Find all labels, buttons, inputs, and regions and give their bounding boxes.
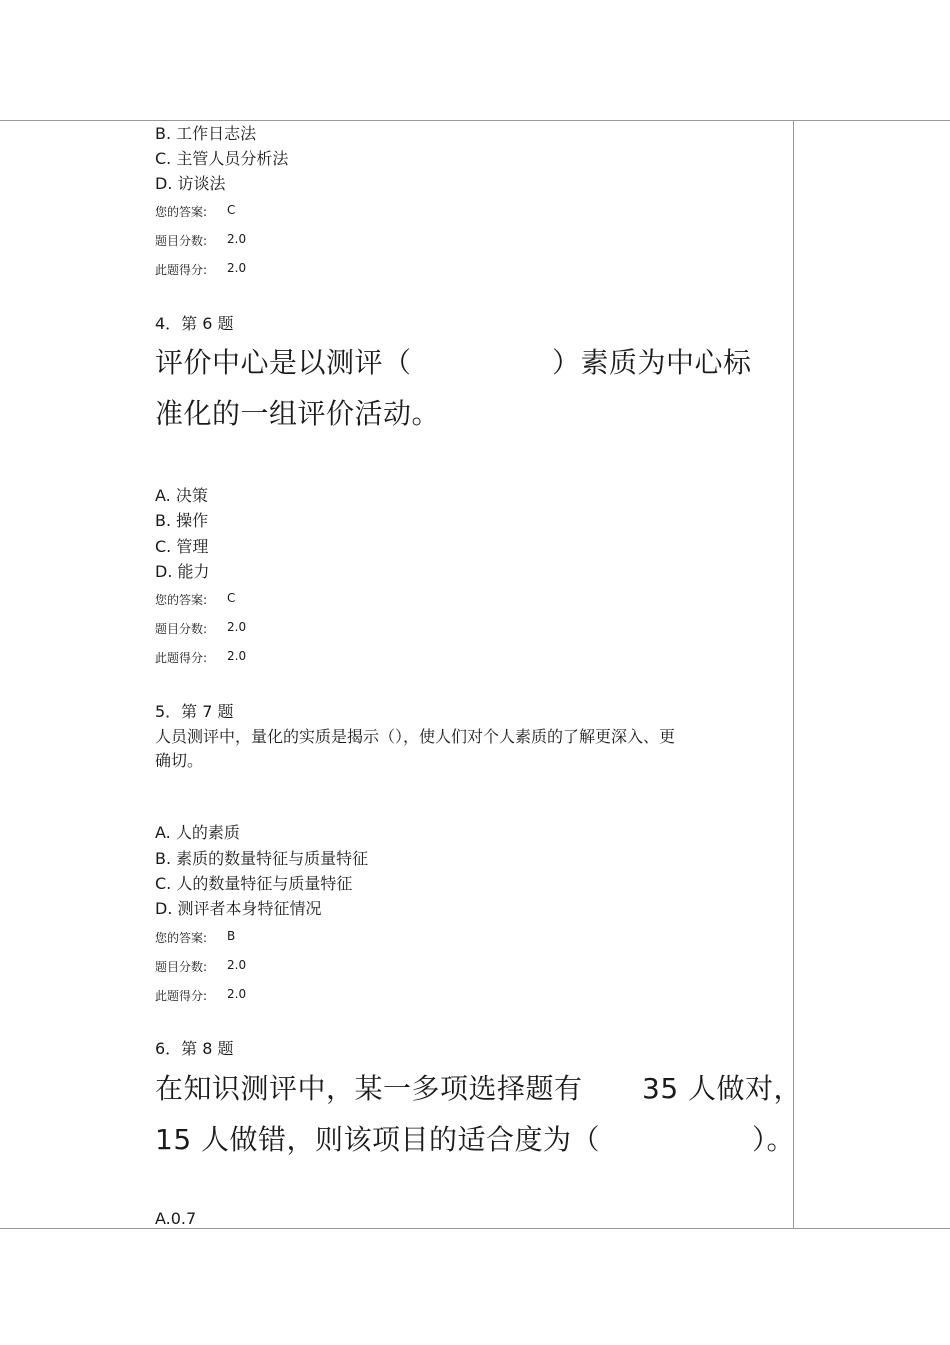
your-answer-value: B xyxy=(227,929,236,943)
question-stem-line2-cont: ）。 xyxy=(752,1123,796,1156)
question-score-row xyxy=(155,958,247,975)
question-stem-line2: 确切。 xyxy=(155,751,204,770)
option-c: C. 人的数量特征与质量特征 xyxy=(155,874,353,893)
option-d: D. 访谈法 xyxy=(155,174,226,193)
option-a: A. 人的素质 xyxy=(155,823,240,842)
question-stem-line1: 评价中心是以测评（ xyxy=(155,346,412,379)
top-rule xyxy=(0,120,950,121)
score-earned-value: 2.0 xyxy=(227,987,247,1001)
question-header: 5．第 7 题 xyxy=(155,702,234,721)
score-earned-value: 2.0 xyxy=(227,649,247,663)
option-b: B. 素质的数量特征与质量特征 xyxy=(155,849,369,868)
score-earned-label: 此题得分: xyxy=(155,989,208,1003)
option-b: B. 工作日志法 xyxy=(155,124,257,143)
question-header: 6．第 8 题 xyxy=(155,1039,234,1058)
question-score-label: 题目分数: xyxy=(155,234,208,248)
question-stem-line2: 15 人做错，则该项目的适合度为（ xyxy=(155,1123,601,1156)
score-earned-row xyxy=(155,649,247,666)
question-score-value: 2.0 xyxy=(227,958,247,972)
question-score-value: 2.0 xyxy=(227,232,247,246)
your-answer-row xyxy=(155,929,236,946)
score-earned-label: 此题得分: xyxy=(155,651,208,665)
score-earned-label: 此题得分: xyxy=(155,263,208,277)
question-score-row xyxy=(155,620,247,637)
your-answer-value: C xyxy=(227,203,236,217)
question-score-label: 题目分数: xyxy=(155,622,208,636)
question-score-label: 题目分数: xyxy=(155,960,208,974)
question-stem-line1-cont: 35 人做对， xyxy=(642,1072,803,1105)
score-earned-row xyxy=(155,261,247,278)
question-stem-line1-cont: ）素质为中心标 xyxy=(552,346,752,379)
score-earned-value: 2.0 xyxy=(227,261,247,275)
option-d: D. 测评者本身特征情况 xyxy=(155,899,322,918)
question-stem-line1: 人员测评中，量化的实质是揭示（），使人们对个人素质的了解更深入、更 xyxy=(155,727,676,746)
option-c: C. 管理 xyxy=(155,537,209,556)
your-answer-label: 您的答案: xyxy=(155,593,208,607)
score-earned-row xyxy=(155,987,247,1004)
bottom-rule xyxy=(0,1228,950,1229)
question-stem-line1: 在知识测评中，某一多项选择题有 xyxy=(155,1072,583,1105)
question-score-value: 2.0 xyxy=(227,620,247,634)
right-column-rule xyxy=(793,120,794,1229)
your-answer-value: C xyxy=(227,591,236,605)
your-answer-row xyxy=(155,203,236,220)
option-d: D. 能力 xyxy=(155,562,210,581)
question-score-row xyxy=(155,232,247,249)
question-header: 4．第 6 题 xyxy=(155,314,234,333)
option-a: A.0.7 xyxy=(155,1209,197,1228)
your-answer-label: 您的答案: xyxy=(155,931,208,945)
option-a: A. 决策 xyxy=(155,486,208,505)
option-c: C. 主管人员分析法 xyxy=(155,149,289,168)
question-stem-line2: 准化的一组评价活动。 xyxy=(155,397,441,430)
your-answer-label: 您的答案: xyxy=(155,205,208,219)
option-b: B. 操作 xyxy=(155,511,209,530)
your-answer-row xyxy=(155,591,236,608)
